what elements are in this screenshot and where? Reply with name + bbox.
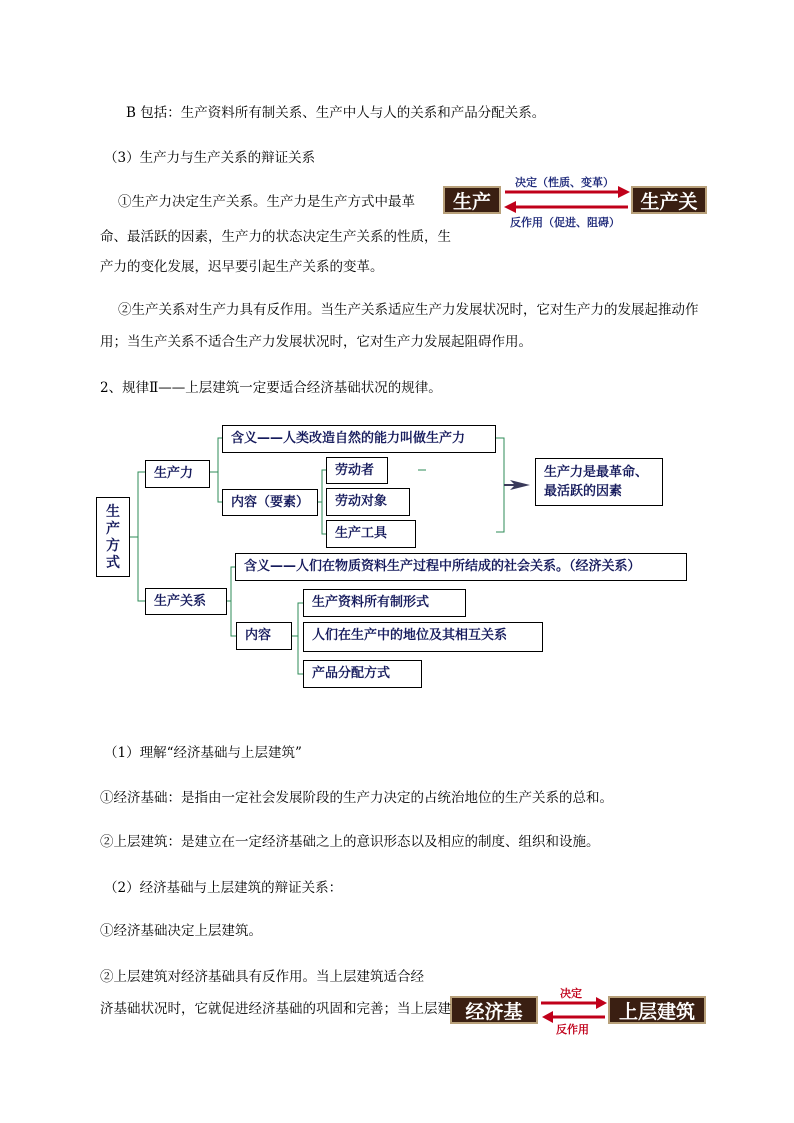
p1-line1: ①生产力决定生产关系。生产力是生产方式中最革 (118, 194, 415, 210)
tree-prod-item-3: 生产工具 (326, 520, 416, 548)
p1-line3: 产力的变化发展，迟早要引起生产关系的变革。 (100, 259, 384, 275)
tree-prod-conclusion (535, 458, 663, 506)
tree-prod-conclusion-line-1: 生产力是最革命、 (544, 465, 649, 480)
rel-2-line1: ②上层建筑对经济基础具有反作用。当上层建筑适合经 (100, 969, 424, 985)
para-b: B 包括：生产资料所有制关系、生产中人与人的关系和产品分配关系。 (126, 105, 546, 121)
section-2: （2）经济基础与上层建筑的辩证关系： (104, 880, 343, 896)
fig1-left-tag: 生产力 (443, 186, 501, 214)
tree-rel-item-2: 人们在生产中的地位及其相互关系 (303, 622, 543, 652)
law-2: 2、规律Ⅱ——上层建筑一定要适合经济基础状况的规律。 (100, 380, 442, 396)
fig2-right-arrow (541, 997, 607, 1009)
fig1-bottom-label: 反作用（促进、阻碍） (510, 216, 620, 229)
fig1-right-arrow (505, 186, 630, 198)
rel-2-line2: 济基础状况时，它就促进经济基础的巩固和完善；当上层建 (100, 1001, 451, 1017)
fig1-right-tag: 生产关系 (631, 186, 707, 214)
fig1-top-label: 决定（性质、变革） (515, 176, 614, 189)
heading-3: （3）生产力与生产关系的辩证关系 (104, 150, 316, 166)
tree-prod-content: 内容（要素） (222, 489, 318, 516)
fig1-left-arrow (504, 201, 628, 213)
tree-rel-item-3: 产品分配方式 (303, 660, 422, 688)
tree-prod-meaning: 含义——人类改造自然的能力叫做生产力 (222, 425, 496, 453)
fig2-right-tag: 上层建筑 (608, 996, 706, 1024)
fig2-left-arrow (542, 1011, 605, 1023)
def-2: ②上层建筑：是建立在一定经济基础之上的意识形态以及相应的制度、组织和设施。 (100, 834, 600, 850)
tree-relations: 生产关系 (145, 588, 227, 615)
tree-prod-item-2: 劳动对象 (326, 488, 410, 516)
p2-line1: ②生产关系对生产力具有反作用。当生产关系适应生产力发展状况时，它对生产力的发展起推动作 (118, 302, 699, 318)
tree-productivity: 生产力 (145, 460, 210, 488)
tree-rel-meaning: 含义——人们在物质资料生产过程中所结成的社会关系。（经济关系） (235, 553, 687, 581)
fig2-top-label: 决定 (560, 987, 582, 1000)
tree-rel-content: 内容 (236, 622, 292, 650)
section-1: （1）理解“经济基础与上层建筑” (104, 745, 302, 761)
p1-line2: 命、最活跃的因素，生产力的状态决定生产关系的性质，生 (100, 229, 451, 245)
fig2-left-tag: 经济基础 (450, 996, 538, 1024)
tree-root: 生产方式 (96, 497, 130, 577)
rel-1: ①经济基础决定上层建筑。 (100, 923, 262, 939)
tree-rel-item-1: 生产资料所有制形式 (303, 589, 466, 617)
p2-line2: 用；当生产关系不适合生产力发展状况时，它对生产力发展起阻碍作用。 (100, 334, 532, 350)
tree-prod-conclusion-line-2: 最活跃的因素 (544, 484, 623, 499)
tree-prod-item-1: 劳动者 (326, 457, 388, 484)
fig2-bottom-label: 反作用 (556, 1023, 589, 1036)
def-1: ①经济基础：是指由一定社会发展阶段的生产力决定的占统治地位的生产关系的总和。 (100, 790, 613, 806)
